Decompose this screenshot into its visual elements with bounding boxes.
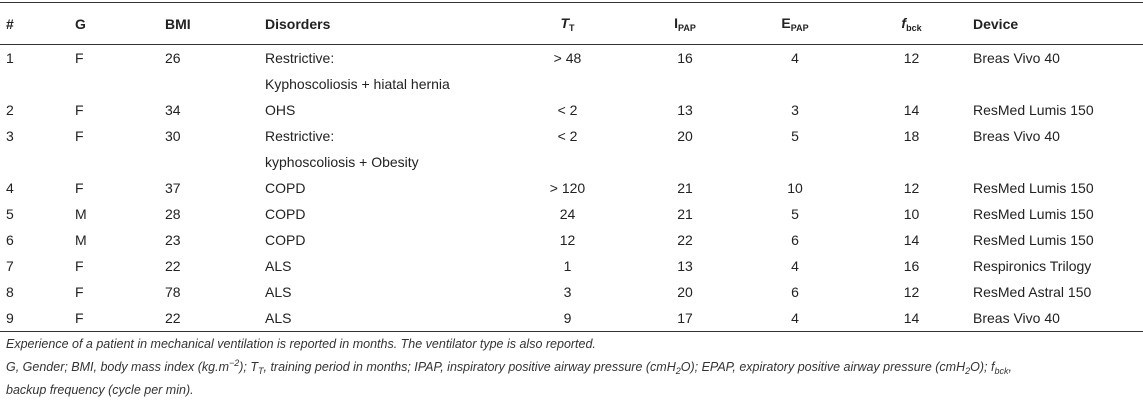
cell-epap: 5 [791,128,799,144]
cell-device: Breas Vivo 40 [973,50,1060,66]
cell-num: 8 [6,284,14,300]
cell-bmi: 37 [165,180,181,196]
cell-fbck: 16 [903,258,920,274]
cell-num: 9 [0,305,75,332]
cell-num [0,149,75,175]
cell-disorders: COPD [265,206,306,222]
cell-gender: F [75,128,84,144]
cell-disorders: Kyphoscoliosis + hiatal hernia [265,76,450,92]
cell-bmi [165,149,265,175]
table-row [0,149,1143,175]
cell-fbck [850,149,973,175]
cell-num [0,71,75,97]
cell-disorders: OHS [265,102,296,118]
cell-tt [505,71,630,97]
cell-device [973,71,1143,97]
table-row [0,279,1143,305]
cell-fbck: 18 [903,128,920,144]
cell-tt: < 2 [557,128,578,144]
cell-bmi: 23 [165,232,181,248]
col-header-fbck: $f_{bck}$ [850,3,973,45]
cell-epap: 6 [791,232,799,248]
col-header-device: Device [973,3,1143,45]
cell-ipap: 20 [677,128,693,144]
cell-num: 7 [6,258,14,274]
cell-epap: 10 [787,180,803,196]
cell-device: ResMed Astral 150 [973,284,1092,300]
cell-disorders: ALS [265,284,292,300]
cell-device: ResMed Lumis 150 [973,232,1094,248]
cell-disorders: ALS [265,258,292,274]
col-header-tt: $T_T$ [505,3,630,45]
cell-gender [75,71,165,97]
cell-bmi: 26 [165,50,181,66]
cell-device: ResMed Lumis 150 [973,102,1094,118]
cell-ipap: 13 [677,102,693,118]
cell-tt: 12 [559,232,576,248]
table-row [0,175,1143,201]
cell-gender: M [75,232,87,248]
cell-epap: 3 [791,102,799,118]
cell-fbck: 12 [903,180,920,196]
cell-bmi [165,71,265,97]
table-row [0,201,1143,227]
cell-num: 5 [6,206,14,222]
cell-epap [740,71,850,97]
cell-epap: 4 [791,258,799,274]
footnote-line-1: Experience of a patient in mechanical ventilation is reported in months. The ventilator type is also reported. [6,337,596,351]
cell-num: 3 [6,128,14,144]
cell-device: ResMed Lumis 150 [973,180,1094,196]
cell-tt: > 120 [549,180,586,196]
cell-ipap: 22 [677,232,693,248]
col-header-ipap: $I_{PAP}$ [630,3,740,45]
table-row [0,227,1143,253]
cell-epap: 4 [740,305,850,332]
cell-gender: F [75,284,84,300]
cell-disorders: Restrictive: [265,128,335,144]
col-header-gender: G [75,3,165,45]
cell-epap: 6 [791,284,799,300]
cell-gender: F [75,50,84,66]
cell-tt: < 2 [557,102,578,118]
table-row [0,45,1143,72]
footnote-line-2: G, Gender; BMI, body mass index $(kg.m^{-2})$; $T_T$, training period in months; IPAP, inspiratory positive airway pressure (cmH$_2$O); EPAP, expiratory positive airway pressure (cmH$_2$O); $f_{bck}$, [6,358,1012,376]
cell-disorders: COPD [265,232,306,248]
cell-device: Breas Vivo 40 [973,128,1060,144]
cell-ipap: 20 [677,284,693,300]
cell-bmi: 22 [165,258,181,274]
table-row [0,253,1143,279]
cell-gender: F [75,305,165,332]
cell-epap: 5 [791,206,799,222]
cell-disorders: ALS [265,305,505,332]
cell-ipap: 13 [677,258,693,274]
cell-gender: F [75,102,84,118]
footnote-line-3: backup frequency (cycle per min). [6,383,194,397]
cell-ipap: 21 [677,180,693,196]
cell-fbck: 14 [903,102,920,118]
cell-gender [75,149,165,175]
table-body [0,45,1143,332]
table-row [0,123,1143,149]
cell-tt: > 48 [553,50,582,66]
cell-gender: F [75,258,84,274]
cell-ipap [630,149,740,175]
cell-epap [740,149,850,175]
cell-tt: 1 [563,258,572,274]
cell-device [973,149,1143,175]
patient-table [0,2,1143,332]
cell-gender: M [75,206,87,222]
cell-ipap: 17 [630,305,740,332]
cell-fbck: 12 [903,284,920,300]
cell-bmi: 34 [165,102,181,118]
cell-bmi: 22 [165,305,265,332]
cell-fbck: 14 [850,305,973,332]
cell-tt: 24 [559,206,576,222]
header-row [0,3,1143,45]
cell-tt: 3 [563,284,572,300]
table-row [0,97,1143,123]
cell-disorders: kyphoscoliosis + Obesity [265,154,419,170]
col-header-epap: $E_{PAP}$ [740,3,850,45]
cell-fbck: 14 [903,232,920,248]
cell-ipap: 21 [677,206,693,222]
col-header-bmi: BMI [165,3,265,45]
cell-tt: 9 [505,305,630,332]
cell-fbck [850,71,973,97]
cell-fbck: 10 [903,206,920,222]
cell-ipap: 16 [677,50,693,66]
table-row [0,71,1143,97]
cell-bmi: 30 [165,128,181,144]
cell-num: 6 [6,232,14,248]
cell-device: Breas Vivo 40 [973,305,1143,332]
cell-device: ResMed Lumis 150 [973,206,1094,222]
cell-bmi: 28 [165,206,181,222]
cell-tt [505,149,630,175]
cell-gender: F [75,180,84,196]
cell-fbck: 12 [903,50,920,66]
table-row [0,305,1143,332]
col-header-num: # [0,3,75,45]
table-footnotes [6,335,1136,400]
cell-ipap [630,71,740,97]
cell-disorders: COPD [265,180,306,196]
cell-num: 4 [6,180,14,196]
cell-num: 2 [6,102,14,118]
col-header-disorders: Disorders [265,3,505,45]
cell-num: 1 [6,50,14,66]
cell-bmi: 78 [165,284,181,300]
cell-disorders: Restrictive: [265,50,335,66]
cell-device: Respironics Trilogy [973,258,1092,274]
cell-epap: 4 [791,50,799,66]
